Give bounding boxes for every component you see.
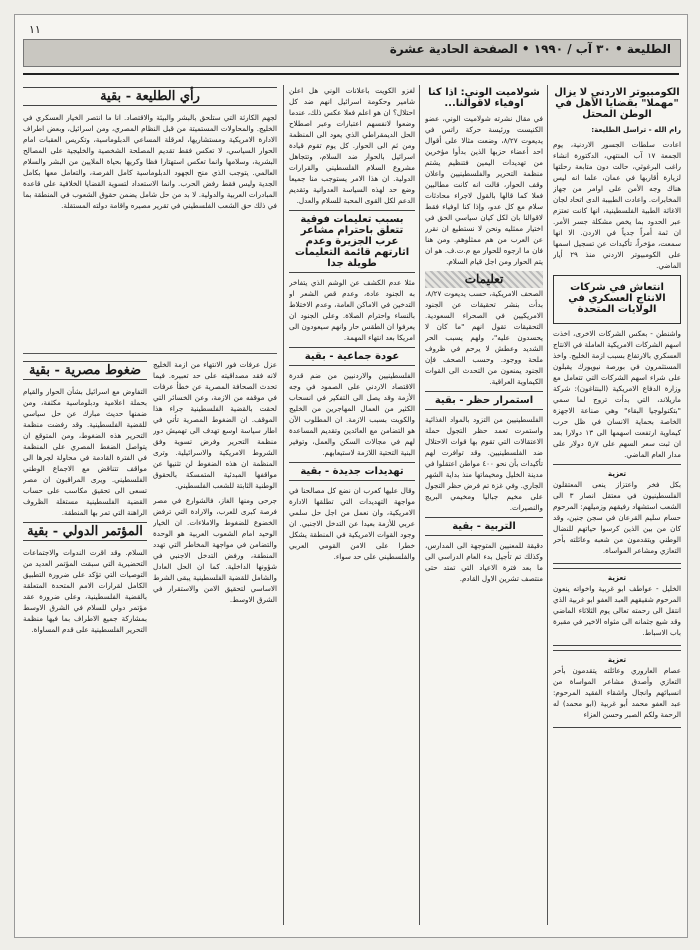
box-headline: انتعاش في شركات الانتاج العسكري في الولايات المتحدة bbox=[568, 282, 666, 315]
condolence-title: تعزية bbox=[607, 655, 627, 664]
condolence-block bbox=[553, 464, 681, 564]
article-body: وقال عليها كعرب ان نضع كل مصالحنا في مواجهة التهديدات التي تطلقها الادارة الامريكية، وان نعمل من اجل حل سلمي عربي للأزمة بعيدا عن التدخل الاجنبي. ان وجود القوات الامريكية في المنطقة يشكل خطرا على الامن القومي العربي والفلسطيني على حد سواء. bbox=[289, 486, 415, 561]
article-body: مثلا عدم الكشف عن الوشم الذي يتفاخر به الجنود عادة، وعدم قص الشعر او التدخين في الاماكن العامة، وعدم الاختلاط بالنساء واحترام الصلاة. وعلى الجنود ان يعرفوا ان الطقس حار وانهم سيعودون الى امريكا بعد انتهاء المهمة. bbox=[289, 278, 415, 342]
editorial-headline: رأي الطليعة - بقية bbox=[23, 87, 277, 106]
box-body: واشنطن - بعكس الشركات الاخرى، اخذت اسهم الشركات الامريكية العاملة في الانتاج العسكري بالارتفاع بسبب ازمة الخليج. واخذ المستثمرون في بورصة نيويورك يقبلون على شراء اسهم الشركات التي تتعامل مع وزارة الدفاع الامريكية (البنتاغون): شركة ماريلاند، التي بدأت تروج لما سمي "بتكنولوجيا البقاء" وهي صناعة الاجهزة الخاصة بحماية الانسان في ظل حرب كيماوية ارتفعت اسهمها الى ١٣ دولارا بعد ان ثبت سعر السهم على ٧ر٥ دولار على مدار العام الماضي. bbox=[553, 329, 681, 459]
article-body: التفاوض مع اسرائيل بشأن الحوار والقيام بحملة اعلامية ودبلوماسية مكثفة، ومن ضمنها حديث مبارك عن حل سياسي للقضية الفلسطينية. وقد رفضت منظمة التحرير هذه الضغوط، ومن المتوقع ان يتواصل الضغط المصري على المنظمة في الفترة القادمة في محاولة لجرها الى مواقف تتناقض مع الاجماع الوطني الفلسطيني. ويرى المراقبون ان مصر تسعى الى تحقيق مكاسب على حساب القضية الفلسطينية مستغلة الظروف الراهنة التي تمر بها المنطقة. bbox=[23, 387, 147, 517]
article-body: اعادت سلطات الجسور الاردنية، يوم الجمعة ١٧ آب المنتهي، الدكتورة انشاء راغب البرغوثي، حالت دون متابعة رحلتها لزيارة أقاربها في عمان، علما انه ليس هناك وجه الأمن على اوامر من جهاز المخابرات. واعادت الطبيبة الدى اتحاد لجان الاغاثة الطبية الفلسطينية، انها كانت تعتزم عبر الحدود بما يخص مشكلة جسر الأمر. ان ثمة أمراً جدياً في الاردن. الا انها سمعت، مؤخراً، تأكيدات عن تسجيل اسمها على الكومبيوتر الاردني منذ ٢٩ أيار الماضي. bbox=[553, 140, 681, 270]
header-title: الطليعة • ٣٠ آب / ١٩٩٠ • الصفحة الحادية عشرة bbox=[389, 42, 671, 56]
article-box bbox=[553, 275, 681, 324]
column-3 bbox=[289, 85, 415, 930]
page-header bbox=[23, 21, 679, 75]
column-rule bbox=[283, 85, 284, 925]
column-1 bbox=[553, 85, 681, 930]
article-body: جرحى ومنها الغاز، فالشوارع في مصر فرصة كبرى للعرب، والارادة التي ترفض الخضوع للضغوط والاملاءات. ان الخيار الوحيد امام الشعوب العربية هو الوحدة والتضامن في مواجهة المخاطر التي تهدد المنطقة، ورفض التدخل الاجنبي في شؤونها الداخلية. كما ان الحل العادل والشامل للقضية الفلسطينية يبقى الشرط الاساسي لتحقيق الامن والاستقرار في الشرق الاوسط. bbox=[153, 496, 277, 604]
condolence-body: بكل فخر واعتزاز ينعى المعتقلون الفلسطينيون في معتقل انصار ٣ الى الشعب استشهاد رفيقهم وزميلهم: المرحوم حسام سليم القرعان في سجن جنين، وقد كان من بين الذين كرسوا حياتهم للنضال الوطني ويتقدمون من شعبه وعائلته بأحر التعازي ومشاعر المواساة. bbox=[553, 480, 681, 555]
editorial-body: لجهم الكارثة التي ستلحق بالبشر والبيئة والاقتصاد. انا ما انتصر الخيار العسكري في الخليج. والمحاولات المستميتة من قبل النظام المصري، ومن اسرائيل، وبعض اطراف الادارة الامريكية ومستشاريها، لعرقلة المساعي الدبلوماسية، وتكريس العقبات امام الحوار السياسي، لا تعكس فقط تقديم المصلحة الشخصية والخليجية على المصالح البشرية، وسلامها وانما تعكس استهتارا فظا وكريها بحياة الملايين من البشر والسلام العالمي. يتوجب الذي منح الجهود الدبلوماسية كامل الفرصة، والتعامل معها بكامل الجدية وليس فقط رفض الحرب. وانما الاستعداد لتسوية القضايا الخلافية على قاعدة المبادرات العربية والدولية. لا بد من حل شامل يضمن حقوق الشعوب في المنطقة بما في ذلك حق الشعب الفلسطيني في تقرير مصيره واقامة دولته المستقلة. bbox=[23, 113, 277, 210]
article-body: عزل عرفات فور الانتهاء من ازمة الخليج لانه فقد مصداقيته على حد تعبيره. فيما تحدث الصحافة المصرية عن خطأ عرفات في موقفه من الازمة، وعن الخسائر التي لحقت بالقضية الفلسطينية جراء هذا الموقف. ان الضغوط المصرية تأتي في اطار سياسة اوسع تهدف الى تهميش دور منظمة التحرير وفرض تسوية وفق الشروط الامريكية والاسرائيلية. وترى المنظمة ان هذه الضغوط لن تثنيها عن مواقفها المبدئية المتمسكة بالحقوق الوطنية الثابتة للشعب الفلسطيني. bbox=[153, 360, 277, 490]
article-body: السلام. وقد اقرت الندوات والاجتماعات التحضيرية التي سبقت المؤتمر العديد من التوصيات التي تؤكد على ضرورة التطبيق الكامل لقرارات الامم المتحدة المتعلقة بالقضية الفلسطينية، وعلى ضرورة عقد مؤتمر دولي للسلام في الشرق الاوسط بمشاركة جميع الاطراف بما فيها منظمة التحرير الفلسطينية على قدم المساواة. bbox=[23, 548, 147, 634]
article-byline: رام الله - تراسل الطليعة: bbox=[591, 125, 681, 134]
section-headline: المؤتمر الدولي - بقية bbox=[23, 522, 147, 541]
section-headline: تعليمات bbox=[425, 271, 543, 288]
condolence-title: تعزية bbox=[607, 469, 627, 478]
column-4 bbox=[23, 359, 147, 919]
newspaper-page bbox=[14, 14, 688, 938]
section-headline: ضغوط مصرية - بقية bbox=[23, 361, 147, 380]
section-headline: بسبب تعليمات فوقية تتعلق باحترام مشاعر عرب الجزيرة وعدم اثارتهم قائمة التعليمات طويلة جدا bbox=[289, 210, 415, 273]
condolence-title: تعزية bbox=[607, 573, 627, 582]
article-body: دقيقة للمعنيين المتوجهة الى المدارس، وكذلك تم تأجيل بدء العام الدراسي الى ما بعد فترة الاعياد التي تمتد حتى منتصف تشرين الاول القادم. bbox=[425, 541, 543, 583]
article-body: لغزو الكويت باعلانات الوني هل اعلن شامير وحكومة اسرائيل انهم ضد كل احتلال؟ ان هو اعلم فعلا عكس ذلك، عندما وضعوا لانفسهم اعتبارات وعبر اصطلاح الحل الديمقراطي الذي يعود الى المنظمة ومن ثم الى الحوار. كل يوم تقوم قيادة اسرائيل بالحوار ضد السلام، وتتجاهل مشروع السلام الفلسطيني والقرارات الدولية. ان هذا الامر يستوجب منا جميعا وضع حد لهذه السياسة العدوانية وتقديم الدعم لكل القوى المحبة للسلام والعدل. bbox=[289, 86, 415, 205]
section-headline: استمرار حظر - بقية bbox=[425, 391, 543, 410]
editorial-block bbox=[23, 85, 277, 345]
column-rule bbox=[419, 85, 420, 925]
section-headline: تهديدات جديدة - بقية bbox=[289, 462, 415, 481]
condolence-body: الخليل - عواطف ابو غربية واخواته ينعون المرحوم شقيقهم العبد العفو ابو غربية الذي انتقل الى رحمته تعالى يوم الثلاثاء الماضي وقد شيع جثمانه الى مثواه الاخير في مقبرة باب الاسباط. bbox=[553, 584, 681, 637]
column-2 bbox=[425, 85, 543, 930]
page-number: ١١ bbox=[29, 23, 41, 36]
article-headline: الكومبيوتر الاردني لا يزال "مهملا" بقضايا الأهل في الوطن المحتل bbox=[554, 87, 680, 120]
section-headline: عودة جماعية - بقية bbox=[289, 347, 415, 366]
article-body: الفلسطينيين من التزود بالمواد الغذائية واستمرت تعمد حظر التجول حملة الاعتقالات التي تقوم بها قوات الاحتلال ضد الفلسطينيين. وقد توافرت لهم تأكيدات بأن نحو ٤٠٠ مواطن اعتقلوا في مدينة الخليل ومخيماتها منذ بداية الشهر الجاري. وفي غزة تم فرض حظر التجول على مخيم جباليا ومخيمي البريج والنصيرات. bbox=[425, 415, 543, 512]
article-headline: شولاميت الوني: اذا كنا اوفياء لاقوالنا... bbox=[428, 87, 540, 109]
condolence-block bbox=[553, 568, 681, 646]
column-5 bbox=[153, 359, 277, 919]
section-rule bbox=[23, 353, 277, 354]
condolence-block bbox=[553, 650, 681, 728]
condolence-body: عصام العاروري وعائلته يتقدمون بأحر التعازي وأصدق مشاعر المواساة من انسبائهم وانجال واشقاء الفقيد المرحوم: عبد العفو محمد أبو غربية (ابو محمد) له الرحمة ولكم الصبر وحسن العزاء bbox=[553, 666, 681, 719]
article-body: في مقال نشرته شولاميت الوني، عضو الكنيست ورئيسة حركة راتس في يديعوت ٨/٢٧، وضعت مثالا على أقوال احد أعضاء حزبها الذين بدأوا مؤخرين من تهديدات اليمين فتنظيم يشتم منظمة التحرير والفلسطينيين واعلان وقف الحوار، قالت انه كانت مطالبين فعلا كما قالها بالقول لاجراء محادثات سلام مع كل عدو، وإذا كنا اوفياء فقط لاقوالنا بان لكل كيان سياسي الحق في اختيار ممثليه ونحن لا نستطيع ان نقرر عن العرب من هم ممثلوهم. ومن هنا فان ما ارجوه للحوار مع م.ت.ف. هو ان يتم الحوار ومن اجل قيام السلام. bbox=[425, 114, 543, 266]
section-headline: التربية - بقية bbox=[425, 517, 543, 536]
column-rule bbox=[547, 85, 548, 925]
article-body: الفلسطينيين والاردنيين من ضم قدرة الاقتصاد الاردني على الصمود في وجه الأزمة وقد يصل الى التفكير في انسحاب الكثير من العمال المهاجرين من الخليج والكويت بسبب الازمة. ان المطلوب الآن هو التضامن مع العائدين وتقديم المساعدة لهم في مجالات السكن والعمل، وتوفير البنية التحتية اللازمة لاستيعابهم. bbox=[289, 371, 415, 457]
article-body: الصحف الامريكية، حسب يديعوت ٨/٢٧، بدأت بنشر تحقيقات عن الجنود الامريكيين في الصحراء السعودية. التحقيقات تقول انهم "ما كان لا يحسدون عليه"، ولهم يسبب الحر الشديد وعطش لا يرحم في ظروف ملحة ووجود. وحسب الصحف فإن الجنود يمنعون من التحدث الى القوات الكيماوية العراقية. bbox=[425, 289, 543, 386]
